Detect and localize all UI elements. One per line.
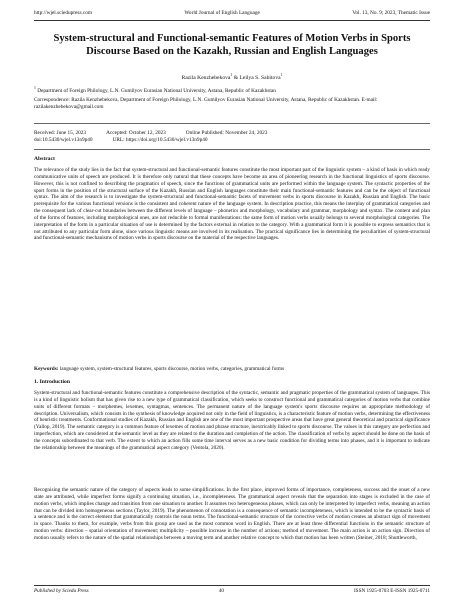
publisher: Published by Sciedu Press [34,588,89,594]
keywords-text: language system, system-structural features, sports discourse, motion verbs, categories, grammatical forms [59,366,285,372]
author-2-affil: 1 [280,73,283,77]
page-number: 40 [218,588,224,594]
author-1: Razila Kenzhebekova [181,74,231,81]
intro-paragraph-1: System-structural and functional-semantic features constitute a comprehensive description of the syntactic, semantic and pragmatic properties of the grammatical system of languages. This is a kind of linguistic holism that has given rise to a new type of grammatical classification, which seeks to construct functional and grammatical categories of motion verbs that combine units of different formats – morphemes, lexemes, syntagmas, sentences. The permanent nature of the language system's sports discourse requires an appropriate methodology of description. Universalism, which consists in the synthesis of knowledge acquired not only in the field of linguistics, is a characteristic feature of motion verbs, determining the effectiveness of heuristic treatments. Conformational studies of Kazakh, Russian and English are one of the most important prospective areas that have great general theoretical and practical significance (Yallop, 2019). The semantic category is a common feature of lexemes of motion and phrase structure, inextricably linked to sports discourse. The values in this category are perfection and imperfection, which are considered at the semantic level as they are related to the duration and completion of the action. The classification of verbs by aspect should be done on the basis of the concepts subordinated to that verb. The extent to which an action fills some time interval serves as a new basic condition for dividing terms into phases, and it is important to indicate the relationship between the meanings of the grammatical aspect category (Ventola, 2020). [34,390,430,451]
affiliation-marker: 1 [34,86,36,90]
divider-dates [34,149,430,150]
journal-url[interactable]: http://wjel.sciedupress.com [34,10,92,16]
author-separator: & Leilya S. Sabitova [233,74,281,81]
author-line [34,73,430,81]
keywords [34,366,430,373]
keywords-label: Keywords: [34,366,59,372]
accepted-date: Accepted: October 12, 2023 [106,130,166,136]
abstract-text: The relevance of the study lies in the fact that system-structural and functional-semantic features constitute the most important part of the linguistic system – a kind of basis in which ready communicative units of speech are produced. It is therefore only natural that these concepts have become an area of pioneering research in the functional linguistics of sports discourse. However, this is not confined to describing the pragmatics of speech, since the functions of grammatical units are performed within the language system. The syntactic properties of the sport forms in the position of the structural surface of the Kazakh, Russian and English languages constitute their main functional-semantic features and can be the object of functional syntax. The aim of the research is to investigate the system-structural and functional-semantic facets of movement verbs in sports discourse in Kazakh, Russian and English. The basic prerequisite for the various functional versions is the consistent and coherent nature of the language system. In description practice, this means the interplay of grammatical categories and the consequent lack of clear-cut boundaries between the different levels of language – phonetics and morphology, vocabulary and grammar, morphology and syntax. The content and plan of the forms of features, including morphological ones, are not reducible to formal manifestations: the same form of motion verbs usually belongs to several morphological categories. The interpretation of the form in a particular situation of use is determined by the factors external in relation to the category. With a grammatical form it is possible to express semantics that is not attributed to any particular form alone, since various linguistic means are involved in its realisation. The practical significance lies in determining the peculiarities of system-structural and functional-semantic mechanisms of motion verbs in sports discourse on the material of the respective languages. [34,167,430,242]
divider-top [34,123,430,124]
journal-name: World Journal of English Language [184,10,260,16]
section-heading-introduction: 1. Introduction [34,379,70,385]
running-header [34,8,430,21]
doi: doi:10.5430/wjel.v13n9p40 [34,137,93,143]
affiliation [34,85,430,95]
volume-info: Vol. 13, No. 9; 2023, Thematic Issue [352,10,430,16]
published-date: Online Published: November 24, 2023 [185,130,268,136]
abstract-heading: Abstract [34,156,55,162]
issn: ISSN 1925-0703 E-ISSN 1925-0711 [353,588,430,594]
correspondence: Correspondence: Razila Kenzhebekova, Department of Foreign Philology, L.N. Gumilyov Eurasian National University, Astana, Republic of Kazakhstan. E-mail: razilakenzhebekova@gmail.com [34,97,378,110]
affiliation-text: Department of Foreign Philology, L.N. Gumilyov Eurasian National University, Astana, Republic of Kazakhstan [37,87,276,94]
publication-dates [34,130,430,144]
author-1-affil: 1 [230,73,233,77]
intro-paragraph-2: Recognising the semantic nature of the category of aspects leads to some simplifications. In the first place, improved forms of importance, completeness, success and the onset of a new state are attributed, while imperfect forms signify a continuing situation, i.e., incompleteness. The grammatical aspect reveals that the separation into stages is excluded in the case of motion verbs, which implies change and transition from one situation to another. It assumes two heterogeneous phases, which can only be interpreted by imperfect verbs, meaning an action that can be divided into homogeneous sections (Taylor, 2019). The phenomenon of connotation is a consequence of semantic incompleteness, which is intended to be the syntactic basis of a sentence and is the correct element that grammatically controls the noun terms. The functional-semantic structure of the corrective verbs of motion creates an abstract sign of movement in space. Thanks to them, for example, verbs from this group are used as the most common word in English. There are at least three differential functions in the semantic structure of motion verbs: direction – spatial orientation of movement; multiplicity – possible increase in the number of actions; method of movement. The main action is an action sign. Direction of motion usually refers to the nature of the spatial relationships between a moving term and another relative concept to which that motion has been written (Steiner, 2018; Shuttleworth, [34,487,430,541]
page-footer [34,585,430,594]
doi-url[interactable]: URL: https://doi.org/10.5430/wjel.v13n9p40 [112,137,208,143]
received-date: Received: June 15, 2023 [34,130,87,136]
paper-title: System-structural and Functional-semantic Features of Motion Verbs in Sports Discourse Based on the Kazakh, Russian and English Languages [53,33,411,57]
